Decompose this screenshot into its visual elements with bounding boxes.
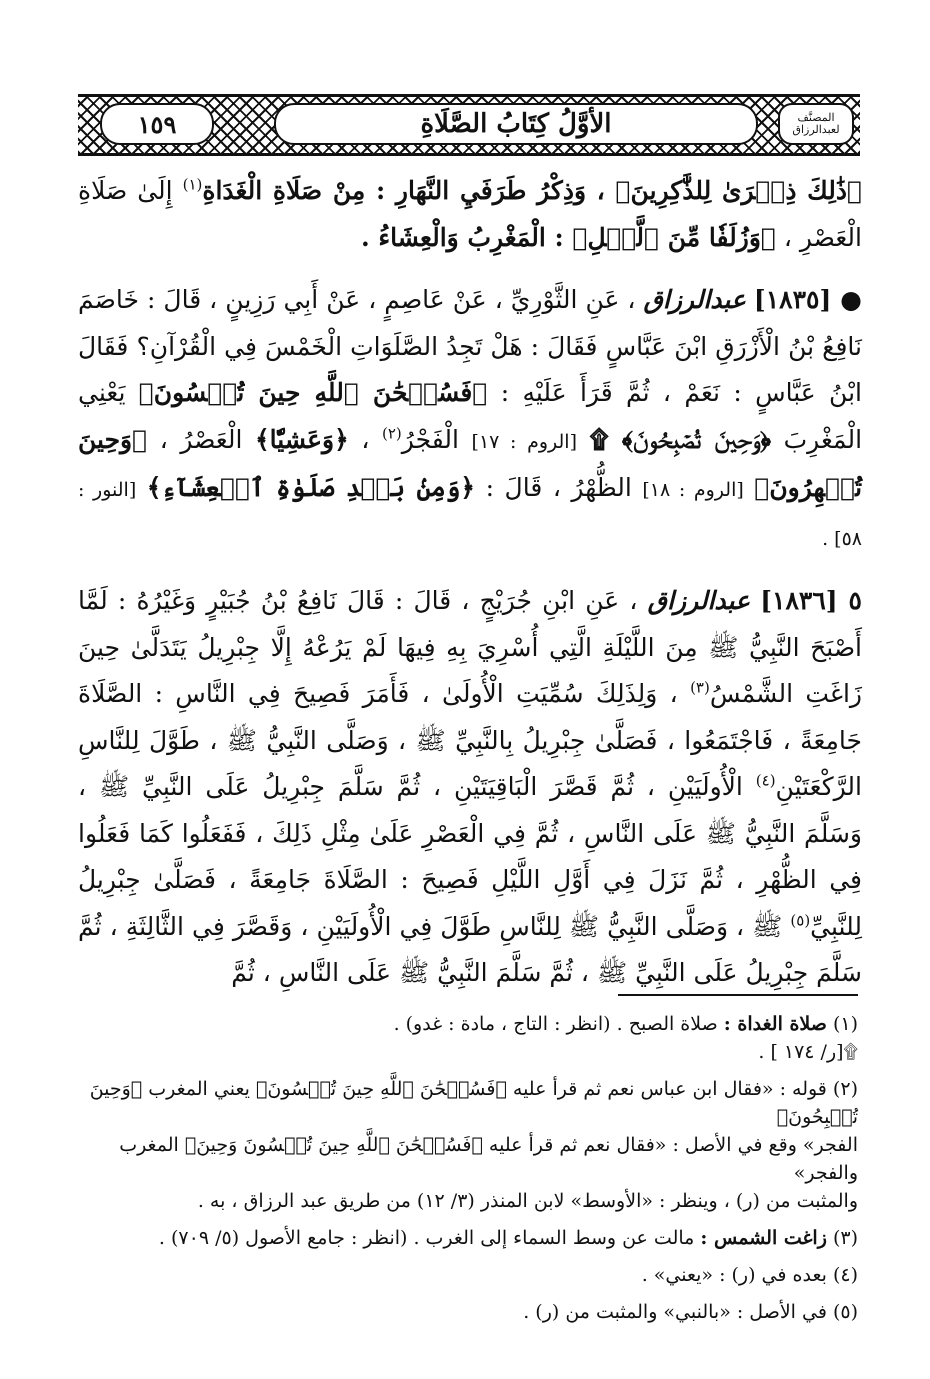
footnote-1-number: (١)	[832, 1013, 858, 1035]
footnotes	[80, 1010, 858, 1335]
quran-quote-1: ﴿فَسُبۡحَٰنَ ٱللَّهِ حِينَ تُمۡسُونَ﴾	[138, 378, 488, 407]
quran-quote-4: ﴿وَحِينَ تُظۡهِرُونَ﴾	[78, 424, 863, 502]
footnote-ref-3[interactable]: (٣)	[690, 678, 710, 697]
hadith-1836-narrator: عبدالرزاق	[647, 586, 751, 615]
verse-ref-2: [الروم : ١٨]	[642, 479, 744, 501]
hadith-1836-number: ٥ [١٨٣٦]	[760, 586, 862, 615]
footnote-ref-5[interactable]: (٥)	[790, 911, 811, 930]
footnote-5: (٥) في الأصل : «بالنبي» والمثبت من (ر) .	[523, 1301, 858, 1323]
footnote-3	[80, 1224, 858, 1252]
quran-quote-2: ﴿وَحِينَ تُصۡبِحُونَ﴾ ۩	[589, 424, 772, 454]
book-seal	[778, 103, 854, 145]
intro-text-1: ﴿ذَٰلِكَ ذِكۡرَىٰ لِلذَّٰكِرِينَ﴾ ، وَذِكْرُ طَرَفَيِ النَّهَارِ : مِنْ صَلَاةِ الْغَدَاةِ	[202, 176, 863, 205]
footnote-3-number: (٣)	[832, 1227, 858, 1249]
hadith-1835-text-2: يَعْنِي الْمَغْرِبَ	[78, 378, 863, 454]
page-header	[78, 94, 860, 156]
main-text	[78, 168, 862, 997]
hadith-1835-narrator: عبدالرزاق	[643, 285, 746, 314]
footnote-divider	[618, 994, 858, 996]
seal-line-1: المصنَّف	[797, 111, 835, 124]
quran-quote-3: ﴿وَعَشِيّٗا﴾	[255, 424, 349, 454]
footnote-ref-2[interactable]: (٢)	[382, 424, 402, 443]
intro-paragraph	[78, 168, 862, 261]
intro-text-3: ﴿وَزُلَفٗا مِّنَ ٱلَّيۡلِ﴾ : الْمَغْرِبُ وَالْعِشَاءُ .	[360, 222, 776, 252]
page-number: ١٥٩	[137, 109, 177, 139]
footnote-1-text: صلاة الصبح . (انظر : التاج ، مادة : غدو) .	[393, 1013, 718, 1035]
page-number-box	[100, 103, 214, 145]
quran-quote-5: ﴿وَمِنۢ بَعۡدِ صَلَوٰةِ ٱلۡعِشَآءِ﴾	[146, 473, 476, 502]
footnote-1	[80, 1010, 858, 1038]
hadith-1835-number: ● [١٨٣٥]	[753, 285, 862, 314]
footnote-2-line-2: الفجر» وقع في الأصل : «فقال نعم ثم قرأ عليه ﴿فَسُبۡحَٰنَ ٱللَّهِ حِينَ تُمۡسُونَ وَحِينَ﴾ المغرب والفجر»	[119, 1134, 858, 1184]
footnote-2-line-1: (٢) قوله : «فقال ابن عباس نعم ثم قرأ عليه ﴿فَسُبۡحَٰنَ ٱللَّهِ حِينَ تُمۡسُونَ﴾ يعني المغرب ﴿وَحِينَ تُصۡبِحُونَ﴾	[89, 1078, 858, 1128]
chapter-title: الأوَّلُ كِتَابُ الصَّلَاةِ	[420, 109, 612, 139]
footnote-1-term: صلاة الغداة :	[723, 1013, 827, 1035]
footnote-2	[80, 1075, 858, 1215]
hadith-1836-text-2: ، وَلِذَلِكَ سُمِّيَتِ الْأُولَىٰ ، فَأَمَرَ فَصِيحَ فِي النَّاسِ : الصَّلَاةَ جَامِعَةً ، فَاجْتَمَعُوا ، فَصَلَّىٰ جِبْرِيلُ بِالنَّبِيِّ ﷺ ، وَصَلَّى النَّبِيُّ ﷺ ، طَوَّلَ لِلنَّاسِ الرَّكْعَتَيْنِ	[78, 679, 862, 801]
hadith-1835	[78, 277, 862, 562]
footnote-ref-1[interactable]: (١)	[182, 175, 203, 194]
hadith-1835-text-3: الْفَجْرُ	[401, 424, 459, 454]
footnote-3-term: زاغت الشمس :	[700, 1227, 827, 1249]
hadith-1835-text-4: ،	[361, 424, 370, 454]
chapter-title-box	[274, 103, 758, 145]
hadith-1835-text-5: الْعَصْرُ ،	[159, 424, 243, 454]
hadith-1836-text-4: ﷺ ، وَصَلَّى النَّبِيُّ ﷺ لِلنَّاسِ طَوَّلَ فِي الْأُولَيَيْنِ ، وَقَصَّرَ فِي الثَّالِثَةِ ، ثُمَّ سَلَّمَ جِبْرِيلُ عَلَى النَّبِيِّ ﷺ ، ثُمَّ سَلَّمَ النَّبِيُّ ﷺ عَلَى النَّاسِ ، ثُمَّ	[78, 911, 862, 987]
intro-text-2: إِلَىٰ صَلَاةِ الْعَصْرِ ،	[78, 176, 862, 252]
footnote-1-page-ref: ۩[ر/ ١٧٤ ] .	[758, 1041, 858, 1063]
verse-ref-1: [الروم : ١٧]	[471, 430, 577, 453]
hadith-1836-text-3: الْأُولَيَيْنِ ، ثُمَّ قَصَّرَ الْبَاقِيَتَيْنِ ، ثُمَّ سَلَّمَ جِبْرِيلُ عَلَى النَّبِيِّ ﷺ ، وَسَلَّمَ النَّبِيُّ ﷺ عَلَى النَّاسِ ، ثُمَّ فِي الْعَصْرِ عَلَىٰ مِثْلِ ذَلِكَ ، فَفَعَلُوا كَمَا فَعَلُوا فِي الظُّهْرِ ، ثُمَّ نَزَلَ فِي أَوَّلِ اللَّيْلِ فَصِيحَ : الصَّلَاةَ جَامِعَةً ، فَصَلَّىٰ جِبْرِيلُ لِلنَّبِيِّ	[78, 772, 862, 941]
footnote-ref-4[interactable]: (٤)	[755, 771, 776, 790]
hadith-1835-text-6: الظُّهْرُ ، قَالَ :	[485, 473, 632, 502]
hadith-1836-text-1: ، عَنِ ابْنِ جُرَيْجٍ ، قَالَ : قَالَ نَافِعُ بْنُ جُبَيْرٍ وَغَيْرُهُ : لَمَّا أَصْبَحَ النَّبِيُّ ﷺ مِنَ اللَّيْلَةِ الَّتِي أُسْرِيَ بِهِ فِيهَا لَمْ يَرُعْهُ إِلَّا جِبْرِيلُ يَتَدَلَّىٰ حِينَ زَاغَتِ الشَّمْسُ	[78, 586, 862, 708]
footnote-2-line-3: والمثبت من (ر) ، وينظر : «الأوسط» لابن المنذر (٣/ ١٢) من طريق عبد الرزاق ، به .	[197, 1190, 858, 1212]
hadith-1836	[78, 578, 862, 997]
footnote-4: (٤) بعده في (ر) : «يعني» .	[641, 1264, 858, 1286]
verse-ref-3: [النور : ٥٨] .	[78, 479, 862, 550]
seal-line-2: لعبدالرزاق	[792, 123, 840, 136]
hadith-1835-text-1: ، عَنِ الثَّوْرِيِّ ، عَنْ عَاصِمٍ ، عَنْ أَبِي رَزِينٍ ، قَالَ : خَاصَمَ نَافِعُ بْنُ الْأَزْرَقِ ابْنَ عَبَّاسٍ فَقَالَ : هَلْ تَجِدُ الصَّلَوَاتِ الْخَمْسَ فِي الْقُرْآنِ؟ فَقَالَ ابْنُ عَبَّاسٍ : نَعَمْ ، ثُمَّ قَرَأَ عَلَيْهِ :	[78, 285, 862, 407]
footnote-3-text: مالت عن وسط السماء إلى الغرب . (انظر : جامع الأصول (٥/ ٧٠٩) .	[158, 1227, 695, 1249]
